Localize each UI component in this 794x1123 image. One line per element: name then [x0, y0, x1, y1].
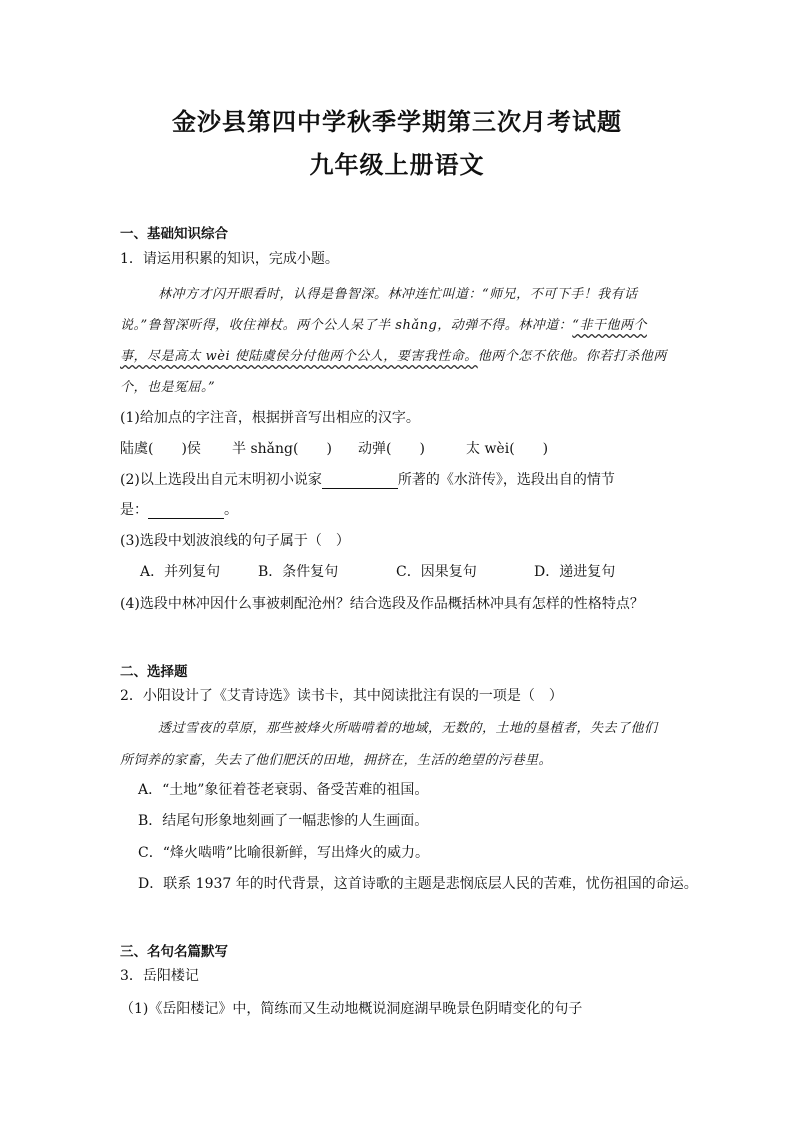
choice-option-b[interactable]: B．结尾句形象地刻画了一幅悲惨的人生画面。: [138, 813, 429, 829]
pinyin-item-c: 动弹( ): [358, 441, 425, 457]
passage-line-1: 林冲方才闪开眼看时，认得是鲁智深。林冲连忙叫道：“师兄，不可下手！我有话: [158, 287, 638, 302]
pinyin-item-d: 太 wèi( ): [466, 441, 549, 457]
pinyin-item-a: 陆虞( )侯: [120, 441, 201, 457]
section-heading-basics: 一、基础知识综合: [120, 226, 228, 242]
passage-line-4: 个，也是冤屈。”: [120, 380, 216, 395]
question-3-sub-1: （1)《岳阳楼记》中，简练而又生动地概说洞庭湖早晚景色阴晴变化的句子: [120, 1001, 583, 1017]
passage-line-3: [120, 345, 667, 364]
passage-line-2-text: 说。”鲁智深听得，收住禅杖。两个公人呆了半 shǎng，动弹不得。林冲道：: [120, 318, 573, 333]
answer-blank-plot[interactable]: [148, 504, 224, 519]
sub-question-2-text-a: (2)以上选段出自元末明初小说家: [120, 472, 322, 488]
passage-line-2: [120, 314, 647, 333]
answer-blank-author[interactable]: [322, 474, 398, 489]
wavy-sentence-part-2: 事，尽是高太 wèi 使陆虞侯分付他两个公人，要害我性命。: [120, 349, 478, 364]
option-a[interactable]: A．并列复句: [140, 564, 221, 580]
section-heading-choice: 二、选择题: [120, 664, 188, 680]
pinyin-row: [120, 438, 548, 458]
choice-option-c[interactable]: C．“烽火啮啃”比喻很新鲜，写出烽火的威力。: [138, 845, 430, 861]
question-3-stem: 3．岳阳楼记: [120, 968, 199, 984]
option-c[interactable]: C．因果复句: [396, 564, 477, 580]
exam-title: 金沙县第四中学秋季学期第三次月考试题: [172, 107, 622, 136]
sub-question-2-text-d: 。: [224, 502, 238, 518]
option-b[interactable]: B．条件复句: [258, 564, 339, 580]
exam-subtitle: 九年级上册语文: [309, 150, 485, 179]
sub-question-2-text-b: 所著的《水浒传》，选段出自的情节: [397, 472, 615, 488]
passage-line-3-text: 他两个怎不依他。你若打杀他两: [477, 349, 667, 364]
sub-question-2-cont: [120, 499, 238, 519]
wavy-sentence-part-1: “非干他两个: [572, 318, 647, 333]
sub-question-2: [120, 469, 615, 489]
poem-line-2: 所饲养的家畜，失去了他们肥沃的田地，拥挤在，生活的绝望的污巷里。: [120, 753, 553, 768]
sub-question-1: (1)给加点的字注音，根据拼音写出相应的汉字。: [120, 410, 420, 426]
question-1-stem: 1．请运用积累的知识，完成小题。: [120, 251, 339, 267]
poem-line-1: 透过雪夜的草原，那些被烽火所啮啃着的地域，无数的，土地的垦植者，失去了他们: [158, 721, 658, 736]
option-d[interactable]: D．递进复句: [534, 564, 616, 580]
question-2-stem: 2．小阳设计了《艾青诗选》读书卡，其中阅读批注有误的一项是（ ）: [120, 688, 563, 704]
choice-option-a[interactable]: A．“土地”象征着苍老衰弱、备受苦难的祖国。: [138, 782, 429, 798]
pinyin-item-b: 半 shǎng( ): [232, 441, 332, 457]
section-heading-recitation: 三、名句名篇默写: [120, 944, 228, 960]
sub-question-2-text-c: 是：: [120, 502, 148, 518]
choice-option-d[interactable]: D．联系 1937 年的时代背景，这首诗歌的主题是悲悯底层人民的苦难，忧伤祖国的命运。: [138, 876, 698, 892]
sub-question-4: (4)选段中林冲因什么事被刺配沧州？结合选段及作品概括林冲具有怎样的性格特点？: [120, 596, 644, 612]
sub-question-3-options: [140, 561, 615, 581]
sub-question-3: (3)选段中划波浪线的句子属于（ ）: [120, 533, 350, 549]
